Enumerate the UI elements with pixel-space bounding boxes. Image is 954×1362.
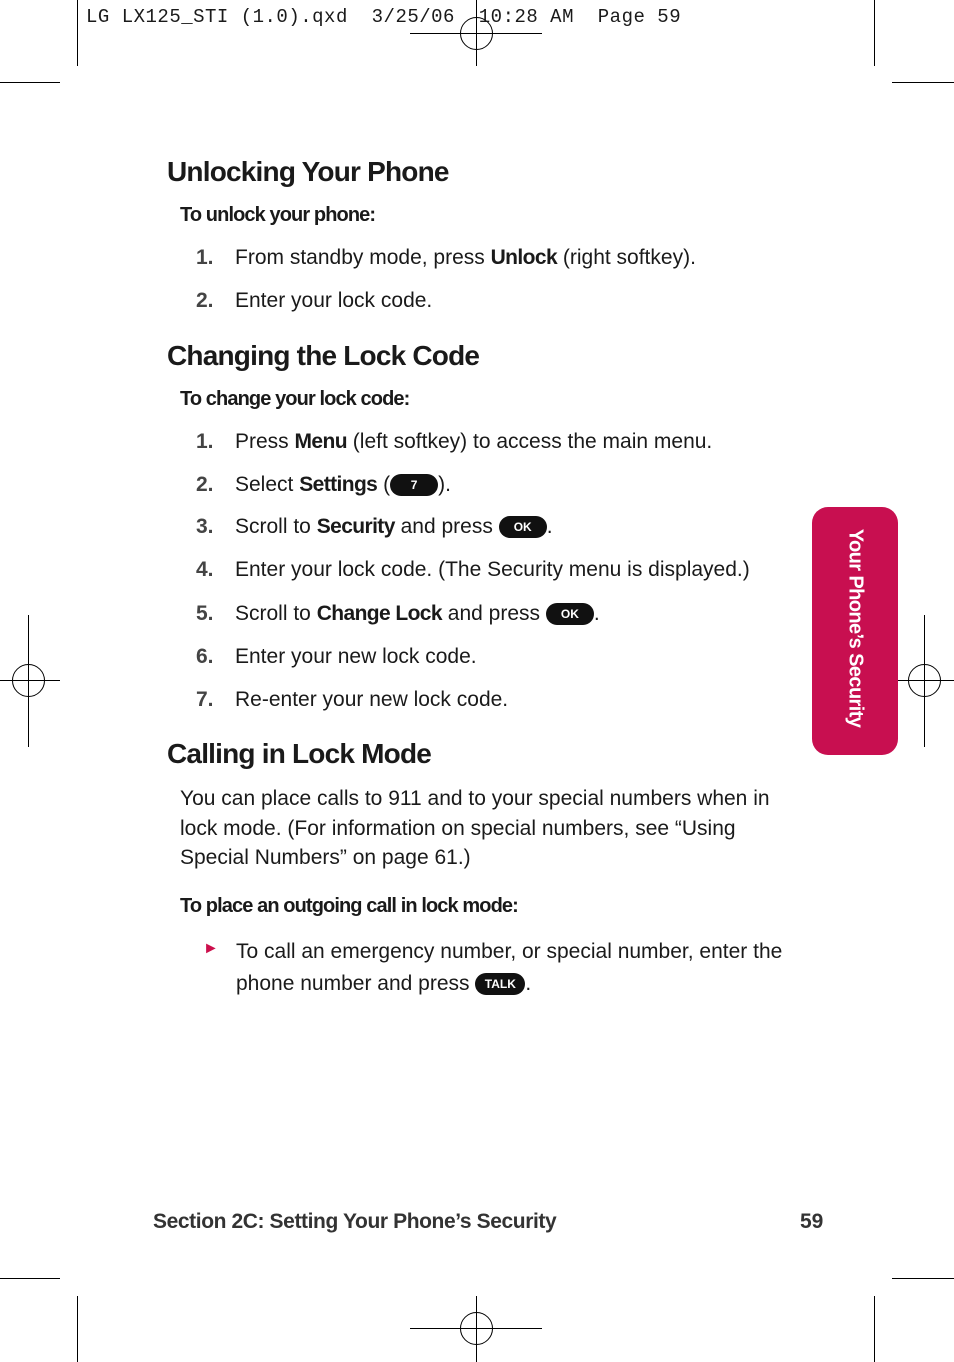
- key-7-icon: 7: [390, 474, 438, 496]
- heading-calling: Calling in Lock Mode: [167, 738, 432, 769]
- crop-mark: [892, 1278, 954, 1279]
- crop-mark: [874, 1296, 875, 1362]
- list-item: 1. Press Menu (left softkey) to access the main menu.: [196, 430, 713, 453]
- subheading-change: To change your lock code:: [180, 388, 410, 410]
- ok-key-icon: OK: [546, 603, 594, 625]
- registration-circle: [460, 1312, 493, 1345]
- crop-mark: [874, 0, 875, 66]
- crop-mark: [0, 1278, 60, 1279]
- bullet-text: To call an emergency number, or special number, enter the phone number and press TALK .: [236, 940, 783, 995]
- subheading-call: To place an outgoing call in lock mode:: [180, 895, 518, 917]
- ok-key-icon: OK: [499, 516, 547, 538]
- subheading-unlock: To unlock your phone:: [180, 204, 376, 226]
- list-item: 6. Enter your new lock code.: [196, 645, 477, 668]
- footer-section: Section 2C: Setting Your Phone’s Security: [153, 1210, 557, 1233]
- heading-changing: Changing the Lock Code: [167, 340, 480, 371]
- page-number: 59: [800, 1210, 824, 1233]
- registration-circle: [12, 664, 45, 697]
- list-item: 7. Re-enter your new lock code.: [196, 688, 509, 711]
- print-header: LG LX125_STI (1.0).qxd 3/25/06 10:28 AM Page 59: [86, 6, 682, 28]
- crop-mark: [0, 82, 60, 83]
- list-item: 1. From standby mode, press Unlock (right softkey).: [196, 246, 696, 269]
- calling-paragraph: You can place calls to 911 and to your special numbers when in lock mode. (For information on special numbers, see “Using Special Numbers” on page 61.): [180, 787, 770, 869]
- list-item: 2. Select Settings ( 7 ).: [196, 473, 451, 496]
- list-item: 2. Enter your lock code.: [196, 289, 433, 312]
- registration-circle: [908, 664, 941, 697]
- side-tab-label: Your Phone’s Security: [844, 528, 867, 728]
- crop-mark: [892, 82, 954, 83]
- talk-key-icon: TALK: [475, 973, 525, 995]
- heading-unlocking: Unlocking Your Phone: [167, 156, 449, 187]
- crop-mark: [77, 0, 78, 66]
- list-item: 4. Enter your lock code. (The Security menu is displayed.): [196, 558, 750, 581]
- bullet-arrow-icon: ►: [203, 940, 219, 957]
- list-item: 3. Scroll to Security and press OK .: [196, 515, 553, 538]
- crop-mark: [77, 1296, 78, 1362]
- list-item: 5. Scroll to Change Lock and press OK .: [196, 602, 600, 625]
